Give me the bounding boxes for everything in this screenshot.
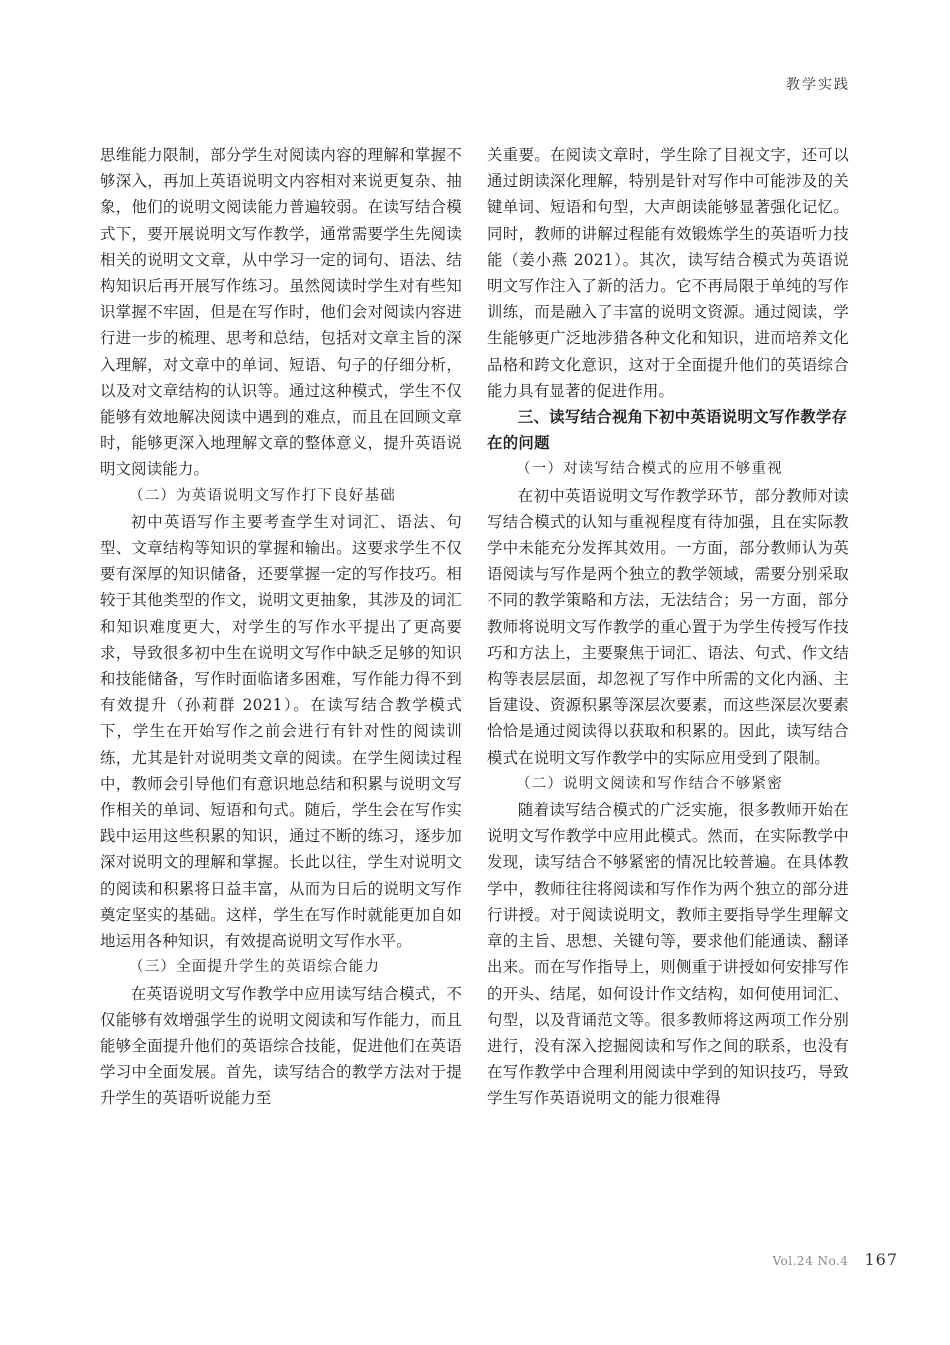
- paragraph: 初中英语写作主要考查学生对词汇、语法、句型、文章结构等知识的掌握和输出。这要求学生不仅要有深厚的知识储备，还要掌握一定的写作技巧。相较于其他类型的作文，说明文更抽象，其涉及的词汇和知识难度更大，对学生的写作水平提出了更高要求，导致很多初中生在说明文写作中缺乏足够的知识和技能储备，写作时面临诸多困难，写作能力得不到有效提升（孙莉群 2021）。在读写结合教学模式下，学生在开始写作之前会进行有针对性的阅读训练，尤其是针对说明类文章的阅读。在学生阅读过程中，教师会引导他们有意识地总结和积累与说明文写作相关的单词、短语和句式。随后，学生会在写作实践中运用这些积累的知识，通过不断的练习，逐步加深对说明文的理解和掌握。长此以往，学生对说明文的阅读和积累将日益丰富，从而为日后的说明文写作奠定坚实的基础。这样，学生在写作时就能更加自如地运用各种知识，有效提高说明文写作水平。: [100, 512, 462, 951]
- volume-label: Vol.24 No.4: [772, 1254, 849, 1268]
- paragraph: 随着读写结合模式的广泛实施，很多教师开始在说明文写作教学中应用此模式。然而，在实际教学中发现，读写结合不够紧密的情况比较普遍。在具体教学中，教师往往将阅读和写作作为两个独立的部分进行讲授。对于阅读说明文，教师主要指导学生理解文章的主旨、思想、关键句等，要求他们能通读、翻译出来。而在写作指导上，则侧重于讲授如何安排写作的开头、结尾，如何设计作文结构，如何使用词汇、句型，以及背诵范文等。很多教师将这两项工作分别进行，没有深入挖掘阅读和写作之间的联系，也没有在写作教学中合理利用阅读中学到的知识技巧，导致学生写作英语说明文的能力很难得: [487, 801, 849, 1108]
- subsection-heading-1: （一）对读写结合模式的应用不够重视: [516, 461, 783, 478]
- page-number: 167: [864, 1250, 898, 1269]
- section-heading-3: 三、读写结合视角下初中英语说明文写作教学存在的问题: [487, 408, 848, 453]
- right-column: [487, 142, 849, 1112]
- page-footer: [772, 1250, 898, 1269]
- paragraph-continued: 思维能力限制，部分学生对阅读内容的理解和掌握不够深入，再加上英语说明文内容相对来说更复杂、抽象，他们的说明文阅读能力普遍较弱。在读写结合模式下，要开展说明文写作教学，通常需要学生先阅读相关的说明文文章，从中学习一定的词句、语法、结构知识后再开展写作练习。虽然阅读时学生对有些知识掌握不牢固，但是在写作时，他们会对阅读内容进行进一步的梳理、思考和总结，包括对文章主旨的深入理解，对文章中的单词、短语、句子的仔细分析，以及对文章结构的认识等。通过这种模式，学生不仅能够有效地解决阅读中遇到的难点，而且在回顾文章时，能够更深入地理解文章的整体意义，提升英语说明文阅读能力。: [100, 146, 462, 479]
- paragraph: 在初中英语说明文写作教学环节，部分教师对读写结合模式的认知与重视程度有待加强，且在实际教学中未能充分发挥其效用。一方面，部分教师认为英语阅读与写作是两个独立的教学领域，需要分别采取不同的教学策略和方法，无法结合；另一方面，部分教师将说明文写作教学的重心置于为学生传授写作技巧和方法上，主要聚焦于词汇、语法、句式、作文结构等表层层面，却忽视了写作中所需的文化内涵、主旨建设、资源积累等深层次要素，而这些深层次要素恰恰是通过阅读得以获取和积累的。因此，读写结合模式在说明文写作教学中的实际应用受到了限制。: [487, 486, 849, 767]
- running-head: 教学实践: [786, 77, 850, 93]
- subsection-heading-2: （二）为英语说明文写作打下良好基础: [129, 487, 396, 504]
- subsection-heading-3: （三）全面提升学生的英语综合能力: [129, 959, 381, 976]
- paragraph: 在英语说明文写作教学中应用读写结合模式，不仅能够有效增强学生的说明文阅读和写作能力，而且能够全面提升他们的英语综合技能，促进他们在英语学习中全面发展。首先，读写结合的教学方法对于提升学生的英语听说能力至: [100, 984, 462, 1108]
- left-column: [100, 142, 462, 1112]
- paragraph-continued: 关重要。在阅读文章时，学生除了目视文字，还可以通过朗读深化理解，特别是针对写作中可能涉及的关键单词、短语和句型，大声朗读能够显著强化记忆。同时，教师的讲解过程能有效锻炼学生的英语听力技能（姜小燕 2021）。其次，读写结合模式为英语说明文写作注入了新的活力。它不再局限于单纯的写作训练，而是融入了丰富的说明文资源。通过阅读，学生能够更广泛地涉猎各种文化和知识，进而培养文化品格和跨文化意识，这对于全面提升他们的英语综合能力具有显著的促进作用。: [487, 146, 849, 400]
- subsection-heading-2: （二）说明文阅读和写作结合不够紧密: [516, 775, 783, 792]
